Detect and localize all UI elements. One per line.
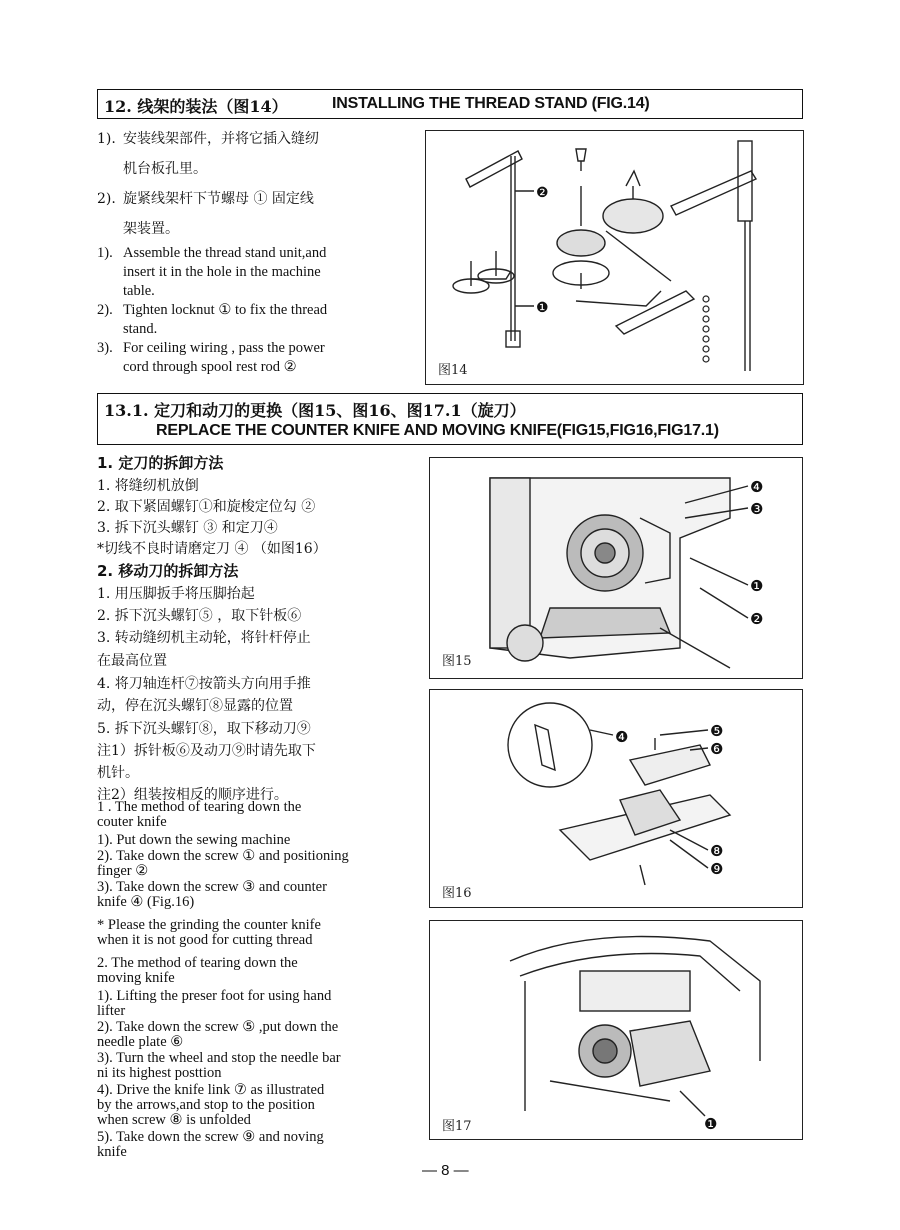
- fig14-callout-2: ❷: [536, 184, 549, 200]
- en-line: ni its highest posttion: [97, 1065, 222, 1081]
- section-13-header: [97, 393, 803, 445]
- fig16-callout-6: ❻: [710, 741, 724, 758]
- page-number: — 8 —: [422, 1162, 469, 1179]
- rotary-knife-illustration: [430, 921, 802, 1139]
- en-line: lifter: [97, 1003, 126, 1019]
- cn-line: 注2）组装按相反的顺序进行。: [97, 787, 288, 803]
- cn-line: 4. 将刀轴连杆⑦按箭头方向用手推: [97, 676, 311, 692]
- en-line: by the arrows,and stop to the position: [97, 1097, 315, 1113]
- figure-17: [429, 920, 803, 1140]
- cn-line: 1. 将缝纫机放倒: [97, 478, 199, 494]
- en-line: 1). Lifting the preser foot for using hand: [97, 988, 332, 1004]
- section-13-cn-text: [97, 452, 422, 802]
- moving-knife-illustration: [430, 690, 802, 907]
- en-line: 3). Turn the wheel and stop the needle bar: [97, 1050, 341, 1066]
- figure-15: [429, 457, 803, 679]
- en-line: * Please the grinding the counter knife: [97, 917, 321, 933]
- fig16-callout-8: ❽: [710, 843, 724, 860]
- fig14-callout-1: ❶: [536, 299, 549, 315]
- en-line: 4). Drive the knife link ⑦ as illustrated: [97, 1082, 325, 1098]
- step-12-cn-2-cont: 架装置。: [123, 221, 179, 237]
- step-12-cn-1: 1). 安装线架部件，并将它插入缝纫: [97, 131, 319, 147]
- step-12-en-1-cont2: table.: [123, 283, 155, 299]
- cn-line: 机针。: [97, 765, 139, 781]
- en-line: 2). Take down the screw ① and positioning: [97, 848, 349, 864]
- figure-15-label: 图15: [442, 654, 472, 669]
- cn-line: 3. 拆下沉头螺钉 ③ 和定刀④: [97, 520, 278, 536]
- cn-line: 动，停在沉头螺钉⑧显露的位置: [97, 698, 293, 714]
- fig15-callout-3: ❸: [750, 501, 764, 518]
- cn-heading-1: 1. 定刀的拆卸方法: [97, 454, 224, 472]
- en-line: 5). Take down the screw ⑨ and noving: [97, 1129, 324, 1145]
- en-line: when it is not good for cutting thread: [97, 932, 313, 948]
- section-13-title-cn: 13.1. 定刀和动刀的更换（图15、图16、图17.1（旋刀）: [104, 401, 526, 420]
- cn-line: 3. 转动缝纫机主动轮，将针杆停止: [97, 630, 311, 646]
- step-12-en-2: 2). Tighten locknut ① to fix the thread: [97, 302, 328, 318]
- step-12-cn-2: 2). 旋紧线架杆下节螺母 ① 固定线: [97, 191, 314, 207]
- fig17-callout-1: ❶: [704, 1116, 718, 1133]
- fig15-callout-4: ❹: [750, 479, 764, 496]
- fig16-callout-5: ❺: [710, 723, 724, 740]
- en-line: 2. The method of tearing down the: [97, 955, 298, 971]
- section-12-text: [97, 128, 417, 388]
- section-13-en-text: [97, 800, 422, 1165]
- section-13-title-en: REPLACE THE COUNTER KNIFE AND MOVING KNIFE(FIG15,FIG16,FIG17.1): [156, 422, 719, 439]
- step-12-en-1: 1). Assemble the thread stand unit,and: [97, 245, 327, 261]
- step-12-en-3: 3). For ceiling wiring , pass the power: [97, 340, 325, 356]
- en-line: 1). Put down the sewing machine: [97, 832, 291, 848]
- en-line: 3). Take down the screw ③ and counter: [97, 879, 327, 895]
- cn-line: 2. 拆下沉头螺钉⑤ ，取下针板⑥: [97, 608, 302, 624]
- en-line: needle plate ⑥: [97, 1034, 184, 1050]
- cn-line: 在最高位置: [97, 653, 167, 669]
- figure-16: [429, 689, 803, 908]
- en-line: couter knife: [97, 814, 167, 830]
- cn-line: 2. 取下紧固螺钉①和旋梭定位勾 ②: [97, 499, 316, 515]
- cn-heading-2: 2. 移动刀的拆卸方法: [97, 562, 239, 580]
- en-line: 1 . The method of tearing down the: [97, 799, 302, 815]
- en-line: finger ②: [97, 863, 149, 879]
- cn-line: 1. 用压脚扳手将压脚抬起: [97, 586, 255, 602]
- section-12-header: [97, 89, 803, 119]
- step-12-cn-1-cont: 机台板孔里。: [123, 161, 207, 177]
- en-line: when screw ⑧ is unfolded: [97, 1112, 251, 1128]
- thread-stand-illustration: [426, 131, 803, 384]
- cn-line: 注1）拆针板⑥及动刀⑨时请先取下: [97, 743, 316, 759]
- figure-17-label: 图17: [442, 1119, 472, 1134]
- step-12-en-3-cont: cord through spool rest rod ②: [123, 359, 297, 375]
- cn-line: *切线不良时请磨定刀 ④ （如图16）: [97, 541, 327, 557]
- step-12-en-1-cont: insert it in the hole in the machine: [123, 264, 321, 280]
- figure-14-label: 图14: [438, 363, 468, 378]
- en-line: knife ④ (Fig.16): [97, 894, 195, 910]
- figure-16-label: 图16: [442, 886, 472, 901]
- fig16-callout-4: ❹: [615, 729, 629, 746]
- counter-knife-illustration: [430, 458, 802, 678]
- fig16-callout-9: ❾: [710, 861, 724, 878]
- en-line: 2). Take down the screw ⑤ ,put down the: [97, 1019, 339, 1035]
- section-12-title-cn: 12. 线架的装法（图14）: [104, 97, 288, 116]
- en-line: knife: [97, 1144, 127, 1160]
- en-line: moving knife: [97, 970, 175, 986]
- section-12-title-en: INSTALLING THE THREAD STAND (FIG.14): [332, 95, 650, 112]
- fig15-callout-2: ❷: [750, 611, 764, 628]
- figure-14: [425, 130, 804, 385]
- step-12-en-2-cont: stand.: [123, 321, 158, 337]
- fig15-callout-1: ❶: [750, 578, 764, 595]
- cn-line: 5. 拆下沉头螺钉⑧，取下移动刀⑨: [97, 721, 311, 737]
